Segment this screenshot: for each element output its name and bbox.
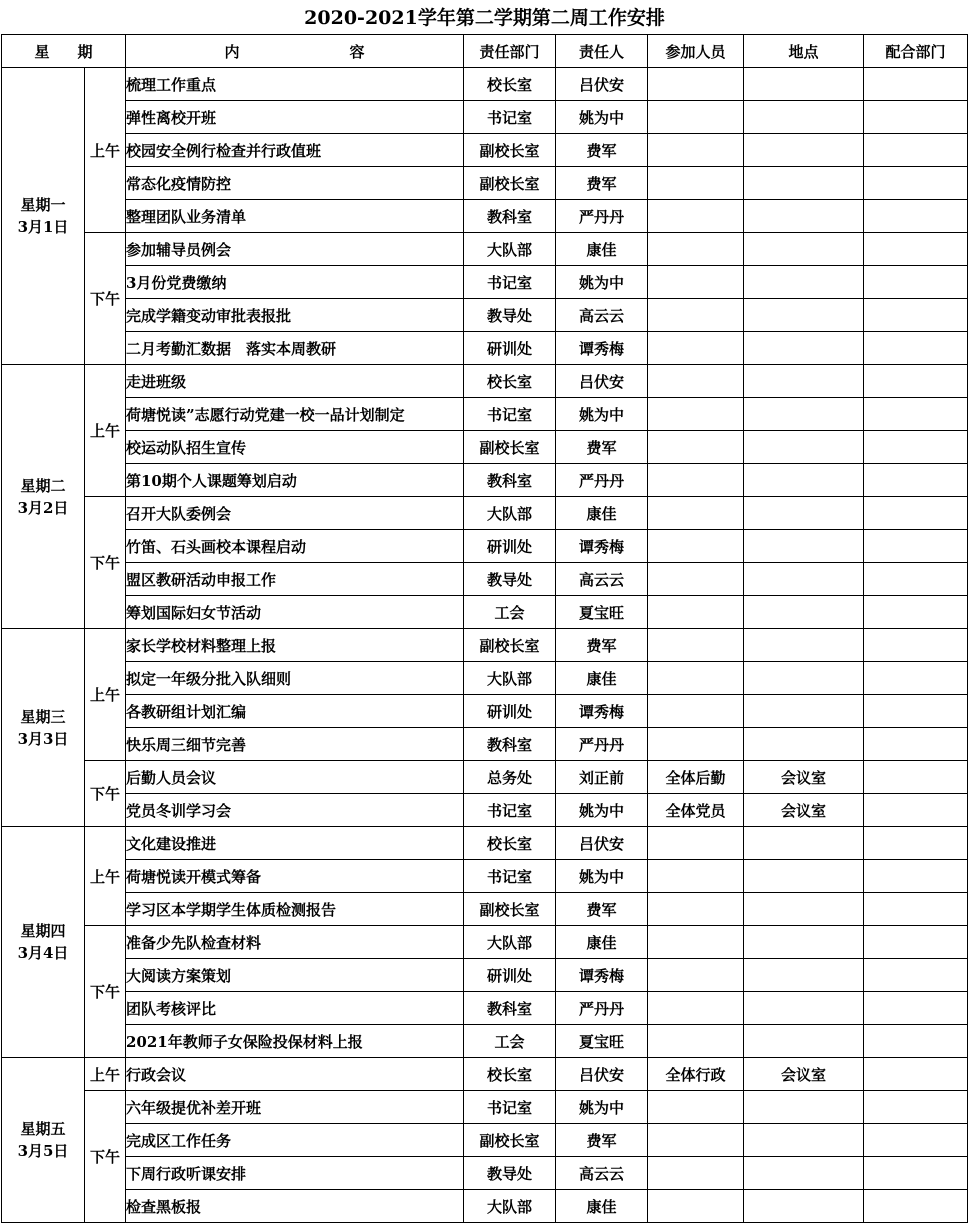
task-content: 快乐周三细节完善 xyxy=(126,728,464,761)
task-content: 召开大队委例会 xyxy=(126,497,464,530)
department-cell: 教科室 xyxy=(464,992,556,1025)
department-cell: 教科室 xyxy=(464,728,556,761)
participants-cell xyxy=(648,1157,744,1190)
weekday-date: 3月1日 xyxy=(17,218,69,236)
responsible-person-cell: 严丹丹 xyxy=(556,464,648,497)
department-cell: 教导处 xyxy=(464,1157,556,1190)
department-cell: 书记室 xyxy=(464,266,556,299)
department-cell: 总务处 xyxy=(464,761,556,794)
header-department: 责任部门 xyxy=(464,35,556,68)
cooperate-cell xyxy=(864,365,968,398)
responsible-person-cell: 姚为中 xyxy=(556,1091,648,1124)
table-row xyxy=(2,728,968,761)
task-content: 学习区本学期学生体质检测报告 xyxy=(126,893,464,926)
cooperate-cell xyxy=(864,959,968,992)
responsible-person-cell: 费军 xyxy=(556,167,648,200)
responsible-person-cell: 严丹丹 xyxy=(556,992,648,1025)
responsible-person-cell: 吕伏安 xyxy=(556,68,648,101)
location-cell xyxy=(744,68,864,101)
responsible-person-cell: 姚为中 xyxy=(556,794,648,827)
weekday-date: 3月5日 xyxy=(17,1142,69,1160)
table-row xyxy=(2,662,968,695)
location-cell: 会议室 xyxy=(744,1058,864,1091)
responsible-person-cell: 费军 xyxy=(556,1124,648,1157)
location-cell xyxy=(744,332,864,365)
department-cell: 书记室 xyxy=(464,398,556,431)
location-cell xyxy=(744,695,864,728)
weekday-cell xyxy=(2,629,85,827)
participants-cell xyxy=(648,563,744,596)
responsible-person-cell: 康佳 xyxy=(556,926,648,959)
participants-cell xyxy=(648,1091,744,1124)
responsible-person-cell: 康佳 xyxy=(556,662,648,695)
weekday-date: 3月3日 xyxy=(17,729,69,748)
location-cell xyxy=(744,1025,864,1058)
table-row xyxy=(2,464,968,497)
location-cell xyxy=(744,1157,864,1190)
responsible-person-cell: 严丹丹 xyxy=(556,200,648,233)
department-cell: 书记室 xyxy=(464,101,556,134)
participants-cell xyxy=(648,266,744,299)
task-content: 走进班级 xyxy=(126,365,464,398)
table-row xyxy=(2,563,968,596)
responsible-person-cell: 费军 xyxy=(556,134,648,167)
table-row xyxy=(2,530,968,563)
department-cell: 大队部 xyxy=(464,662,556,695)
period-cell: 下午 xyxy=(85,233,126,365)
table-row xyxy=(2,860,968,893)
department-cell: 副校长室 xyxy=(464,167,556,200)
department-cell: 工会 xyxy=(464,1025,556,1058)
responsible-person-cell: 姚为中 xyxy=(556,398,648,431)
header-weekday: 星 期 xyxy=(2,35,126,68)
table-row xyxy=(2,167,968,200)
task-content: 二月考勤汇数据 落实本周教研 xyxy=(126,332,464,365)
department-cell: 教导处 xyxy=(464,299,556,332)
table-row xyxy=(2,101,968,134)
task-content: 家长学校材料整理上报 xyxy=(126,629,464,662)
period-cell: 下午 xyxy=(85,1091,126,1223)
responsible-person-cell: 费军 xyxy=(556,893,648,926)
participants-cell xyxy=(648,1025,744,1058)
task-content: 荷塘悦读开模式筹备 xyxy=(126,860,464,893)
period-cell: 上午 xyxy=(85,1058,126,1091)
table-row xyxy=(2,299,968,332)
task-content: 参加辅导员例会 xyxy=(126,233,464,266)
period-cell: 上午 xyxy=(85,629,126,761)
participants-cell xyxy=(648,1190,744,1223)
header-cooperate: 配合部门 xyxy=(864,35,968,68)
participants-cell xyxy=(648,596,744,629)
responsible-person-cell: 刘正前 xyxy=(556,761,648,794)
participants-cell xyxy=(648,101,744,134)
participants-cell: 全体后勤 xyxy=(648,761,744,794)
cooperate-cell xyxy=(864,497,968,530)
table-row xyxy=(2,761,968,794)
location-cell xyxy=(744,167,864,200)
responsible-person-cell: 高云云 xyxy=(556,1157,648,1190)
participants-cell xyxy=(648,431,744,464)
location-cell xyxy=(744,497,864,530)
task-content: 下周行政听课安排 xyxy=(126,1157,464,1190)
location-cell xyxy=(744,266,864,299)
cooperate-cell xyxy=(864,68,968,101)
task-content: 准备少先队检查材料 xyxy=(126,926,464,959)
location-cell xyxy=(744,827,864,860)
cooperate-cell xyxy=(864,431,968,464)
task-content: 常态化疫情防控 xyxy=(126,167,464,200)
department-cell: 研训处 xyxy=(464,332,556,365)
cooperate-cell xyxy=(864,893,968,926)
location-cell xyxy=(744,662,864,695)
responsible-person-cell: 康佳 xyxy=(556,1190,648,1223)
cooperate-cell xyxy=(864,761,968,794)
responsible-person-cell: 康佳 xyxy=(556,233,648,266)
header-content: 内 容 xyxy=(126,35,464,68)
location-cell xyxy=(744,398,864,431)
department-cell: 书记室 xyxy=(464,860,556,893)
header-location: 地点 xyxy=(744,35,864,68)
participants-cell xyxy=(648,68,744,101)
responsible-person-cell: 康佳 xyxy=(556,497,648,530)
participants-cell xyxy=(648,662,744,695)
table-row xyxy=(2,596,968,629)
schedule-table xyxy=(1,34,968,1223)
participants-cell xyxy=(648,893,744,926)
location-cell xyxy=(744,1091,864,1124)
period-cell: 上午 xyxy=(85,827,126,926)
participants-cell xyxy=(648,530,744,563)
cooperate-cell xyxy=(864,728,968,761)
cooperate-cell xyxy=(864,299,968,332)
location-cell xyxy=(744,1124,864,1157)
department-cell: 教导处 xyxy=(464,563,556,596)
table-row xyxy=(2,1058,968,1091)
participants-cell xyxy=(648,332,744,365)
schedule-body xyxy=(2,68,968,1223)
table-row xyxy=(2,1190,968,1223)
participants-cell xyxy=(648,827,744,860)
location-cell xyxy=(744,365,864,398)
responsible-person-cell: 谭秀梅 xyxy=(556,959,648,992)
participants-cell xyxy=(648,926,744,959)
weekday-name: 星期四 xyxy=(20,922,66,940)
task-content: 筹划国际妇女节活动 xyxy=(126,596,464,629)
table-row xyxy=(2,1124,968,1157)
cooperate-cell xyxy=(864,827,968,860)
task-content: 完成区工作任务 xyxy=(126,1124,464,1157)
department-cell: 教科室 xyxy=(464,464,556,497)
task-content: 六年级提优补差开班 xyxy=(126,1091,464,1124)
cooperate-cell xyxy=(864,629,968,662)
table-row xyxy=(2,1157,968,1190)
participants-cell xyxy=(648,1124,744,1157)
location-cell xyxy=(744,1190,864,1223)
department-cell: 研训处 xyxy=(464,695,556,728)
task-content: 后勤人员会议 xyxy=(126,761,464,794)
task-content: 梳理工作重点 xyxy=(126,68,464,101)
responsible-person-cell: 费军 xyxy=(556,431,648,464)
task-content: 文化建设推进 xyxy=(126,827,464,860)
participants-cell xyxy=(648,695,744,728)
participants-cell: 全体行政 xyxy=(648,1058,744,1091)
table-row xyxy=(2,926,968,959)
responsible-person-cell: 夏宝旺 xyxy=(556,596,648,629)
location-cell xyxy=(744,530,864,563)
responsible-person-cell: 谭秀梅 xyxy=(556,695,648,728)
cooperate-cell xyxy=(864,794,968,827)
weekday-name: 星期二 xyxy=(20,476,66,495)
location-cell xyxy=(744,596,864,629)
period-cell: 下午 xyxy=(85,926,126,1058)
cooperate-cell xyxy=(864,1025,968,1058)
cooperate-cell xyxy=(864,1091,968,1124)
department-cell: 大队部 xyxy=(464,1190,556,1223)
weekday-cell xyxy=(2,1058,85,1223)
weekday-name: 星期五 xyxy=(20,1120,66,1138)
cooperate-cell xyxy=(864,860,968,893)
header-row xyxy=(2,35,968,68)
task-content: 检查黑板报 xyxy=(126,1190,464,1223)
cooperate-cell xyxy=(864,1124,968,1157)
table-row xyxy=(2,431,968,464)
responsible-person-cell: 夏宝旺 xyxy=(556,1025,648,1058)
cooperate-cell xyxy=(864,992,968,1025)
participants-cell xyxy=(648,464,744,497)
location-cell xyxy=(744,860,864,893)
cooperate-cell xyxy=(864,332,968,365)
participants-cell xyxy=(648,365,744,398)
task-content: 第10期个人课题筹划启动 xyxy=(126,464,464,497)
weekday-name: 星期三 xyxy=(20,707,66,726)
task-content: 荷塘悦读”志愿行动党建一校一品计划制定 xyxy=(126,398,464,431)
department-cell: 副校长室 xyxy=(464,893,556,926)
cooperate-cell xyxy=(864,200,968,233)
department-cell: 大队部 xyxy=(464,233,556,266)
cooperate-cell xyxy=(864,398,968,431)
task-content: 盟区教研活动申报工作 xyxy=(126,563,464,596)
participants-cell xyxy=(648,134,744,167)
participants-cell xyxy=(648,497,744,530)
table-row xyxy=(2,629,968,662)
weekday-date: 3月2日 xyxy=(17,498,69,517)
department-cell: 副校长室 xyxy=(464,134,556,167)
participants-cell xyxy=(648,299,744,332)
table-row xyxy=(2,695,968,728)
department-cell: 大队部 xyxy=(464,926,556,959)
cooperate-cell xyxy=(864,662,968,695)
task-content: 校运动队招生宣传 xyxy=(126,431,464,464)
weekday-cell xyxy=(2,68,85,365)
cooperate-cell xyxy=(864,464,968,497)
location-cell xyxy=(744,200,864,233)
table-row xyxy=(2,1025,968,1058)
department-cell: 校长室 xyxy=(464,365,556,398)
cooperate-cell xyxy=(864,1157,968,1190)
location-cell xyxy=(744,299,864,332)
period-cell: 下午 xyxy=(85,497,126,629)
department-cell: 校长室 xyxy=(464,1058,556,1091)
table-row xyxy=(2,200,968,233)
participants-cell xyxy=(648,398,744,431)
task-content: 3月份党费缴纳 xyxy=(126,266,464,299)
responsible-person-cell: 吕伏安 xyxy=(556,365,648,398)
period-cell: 下午 xyxy=(85,761,126,827)
department-cell: 副校长室 xyxy=(464,1124,556,1157)
task-content: 各教研组计划汇编 xyxy=(126,695,464,728)
weekday-cell xyxy=(2,827,85,1058)
participants-cell xyxy=(648,728,744,761)
location-cell xyxy=(744,101,864,134)
table-row xyxy=(2,332,968,365)
table-row xyxy=(2,794,968,827)
task-content: 完成学籍变动审批表报批 xyxy=(126,299,464,332)
task-content: 拟定一年级分批入队细则 xyxy=(126,662,464,695)
responsible-person-cell: 谭秀梅 xyxy=(556,530,648,563)
cooperate-cell xyxy=(864,926,968,959)
cooperate-cell xyxy=(864,167,968,200)
cooperate-cell xyxy=(864,1190,968,1223)
table-row xyxy=(2,893,968,926)
location-cell xyxy=(744,959,864,992)
task-content: 团队考核评比 xyxy=(126,992,464,1025)
cooperate-cell xyxy=(864,266,968,299)
cooperate-cell xyxy=(864,596,968,629)
task-content: 整理团队业务清单 xyxy=(126,200,464,233)
cooperate-cell xyxy=(864,233,968,266)
location-cell xyxy=(744,728,864,761)
task-content: 党员冬训学习会 xyxy=(126,794,464,827)
task-content: 竹笛、石头画校本课程启动 xyxy=(126,530,464,563)
table-row xyxy=(2,497,968,530)
location-cell: 会议室 xyxy=(744,794,864,827)
period-cell: 上午 xyxy=(85,365,126,497)
location-cell xyxy=(744,926,864,959)
department-cell: 教科室 xyxy=(464,200,556,233)
participants-cell xyxy=(648,233,744,266)
weekday-name: 星期一 xyxy=(20,196,66,214)
location-cell xyxy=(744,563,864,596)
location-cell xyxy=(744,134,864,167)
department-cell: 校长室 xyxy=(464,827,556,860)
table-row xyxy=(2,1091,968,1124)
weekday-date: 3月4日 xyxy=(17,944,69,962)
table-row xyxy=(2,398,968,431)
location-cell xyxy=(744,992,864,1025)
location-cell xyxy=(744,233,864,266)
location-cell: 会议室 xyxy=(744,761,864,794)
header-participants: 参加人员 xyxy=(648,35,744,68)
participants-cell xyxy=(648,992,744,1025)
task-content: 弹性离校开班 xyxy=(126,101,464,134)
task-content: 校园安全例行检查并行政值班 xyxy=(126,134,464,167)
cooperate-cell xyxy=(864,101,968,134)
task-content: 2021年教师子女保险投保材料上报 xyxy=(126,1025,464,1058)
participants-cell xyxy=(648,860,744,893)
responsible-person-cell: 姚为中 xyxy=(556,266,648,299)
participants-cell xyxy=(648,167,744,200)
weekday-cell xyxy=(2,365,85,629)
header-person: 责任人 xyxy=(556,35,648,68)
department-cell: 副校长室 xyxy=(464,431,556,464)
table-row xyxy=(2,233,968,266)
cooperate-cell xyxy=(864,1058,968,1091)
department-cell: 研训处 xyxy=(464,530,556,563)
department-cell: 书记室 xyxy=(464,794,556,827)
location-cell xyxy=(744,431,864,464)
responsible-person-cell: 吕伏安 xyxy=(556,827,648,860)
period-cell: 上午 xyxy=(85,68,126,233)
department-cell: 书记室 xyxy=(464,1091,556,1124)
table-row xyxy=(2,365,968,398)
responsible-person-cell: 吕伏安 xyxy=(556,1058,648,1091)
responsible-person-cell: 高云云 xyxy=(556,563,648,596)
table-row xyxy=(2,959,968,992)
location-cell xyxy=(744,464,864,497)
department-cell: 大队部 xyxy=(464,497,556,530)
cooperate-cell xyxy=(864,695,968,728)
location-cell xyxy=(744,893,864,926)
table-row xyxy=(2,992,968,1025)
table-row xyxy=(2,266,968,299)
responsible-person-cell: 姚为中 xyxy=(556,101,648,134)
cooperate-cell xyxy=(864,134,968,167)
table-row xyxy=(2,134,968,167)
participants-cell xyxy=(648,629,744,662)
department-cell: 工会 xyxy=(464,596,556,629)
department-cell: 副校长室 xyxy=(464,629,556,662)
participants-cell: 全体党员 xyxy=(648,794,744,827)
cooperate-cell xyxy=(864,563,968,596)
participants-cell xyxy=(648,959,744,992)
department-cell: 校长室 xyxy=(464,68,556,101)
responsible-person-cell: 谭秀梅 xyxy=(556,332,648,365)
task-content: 大阅读方案策划 xyxy=(126,959,464,992)
task-content: 行政会议 xyxy=(126,1058,464,1091)
sheet-title: 2020-2021学年第二学期第二周工作安排 xyxy=(304,7,665,29)
department-cell: 研训处 xyxy=(464,959,556,992)
responsible-person-cell: 姚为中 xyxy=(556,860,648,893)
location-cell xyxy=(744,629,864,662)
table-row xyxy=(2,68,968,101)
table-row xyxy=(2,827,968,860)
responsible-person-cell: 费军 xyxy=(556,629,648,662)
cooperate-cell xyxy=(864,530,968,563)
responsible-person-cell: 严丹丹 xyxy=(556,728,648,761)
responsible-person-cell: 高云云 xyxy=(556,299,648,332)
participants-cell xyxy=(648,200,744,233)
